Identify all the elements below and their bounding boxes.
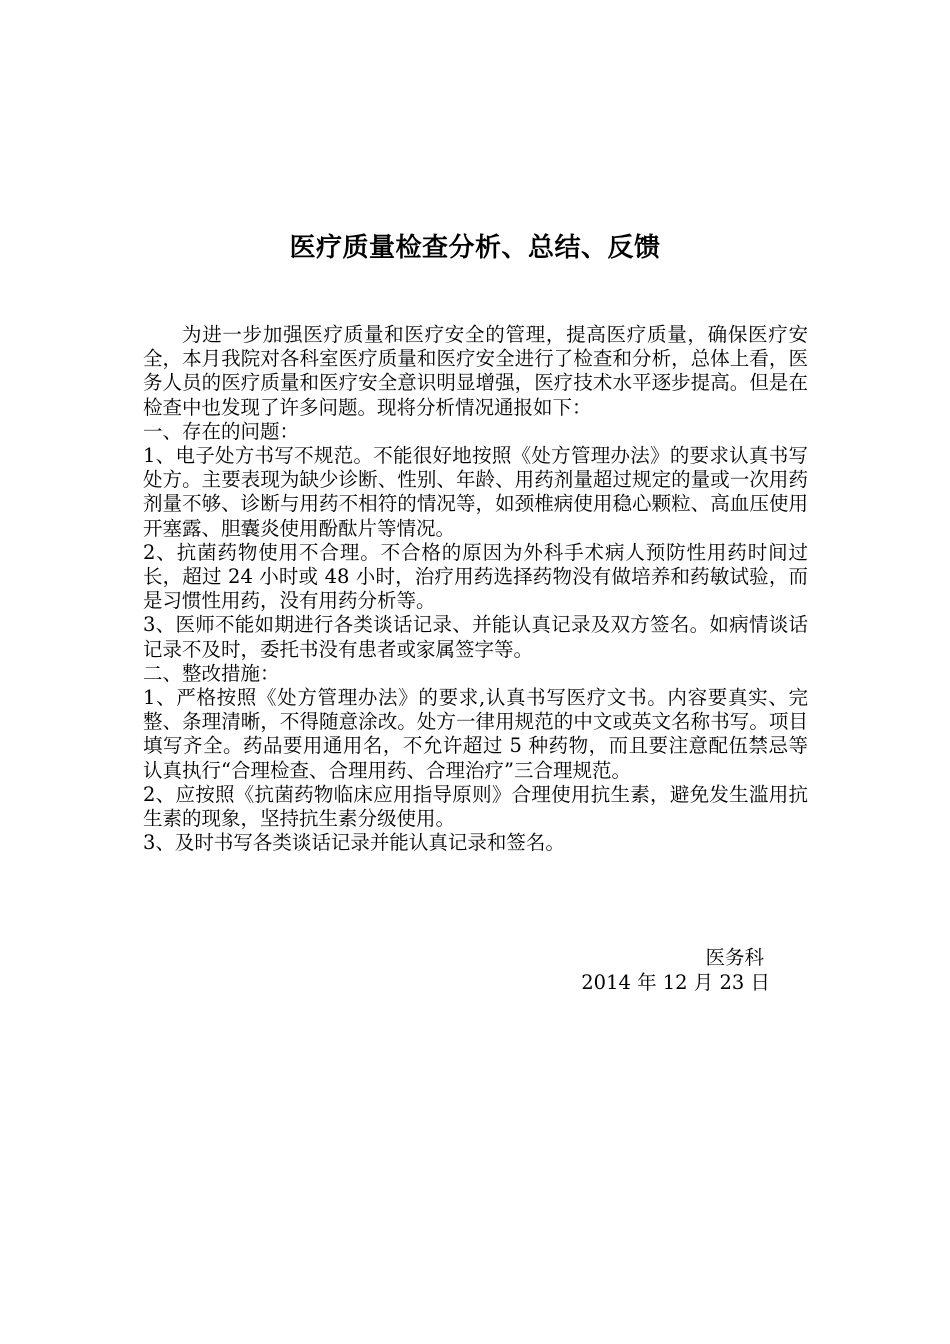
measure-item-2: 2、应按照《抗菌药物临床应用指导原则》合理使用抗生素，避免发生滥用抗生素的现象，坚持抗生素分级使用。 [143,782,808,831]
measure-item-3: 3、及时书写各类谈话记录并能认真记录和签名。 [143,831,565,855]
signature-department: 医务科 [705,946,764,969]
signature-block [581,946,770,995]
problem-item-3: 3、医师不能如期进行各类谈话记录、并能认真记录及双方签名。如病情谈话记录不及时，委托书没有患者或家属签字等。 [143,613,808,661]
problem-item-1: 1、电子处方书写不规范。不能很好地按照《处方管理办法》的要求认真书写处方。主要表现为缺少诊断、性别、年龄、用药剂量超过规定的量或一次用药剂量不够、诊断与用药不相符的情况等，如颈椎病使用稳心颗粒、高血压使用开塞露、胆囊炎使用酚酞片等情况。 [143,444,808,540]
problem-item-2: 2、抗菌药物使用不合理。不合格的原因为外科手术病人预防性用药时间过长，超过 24 小时或 48 小时，治疗用药选择药物没有做培养和药敏试验，而是习惯性用药，没有用药分析等。 [143,540,808,613]
section-heading-problems: 一、存在的问题： [143,419,300,443]
document-title: 医疗质量检查分析、总结、反馈 [289,233,661,263]
measure-item-1: 1、严格按照《处方管理办法》的要求,认真书写医疗文书。内容要真实、完整、条理清晰，不得随意涂改。处方一律用规范的中文或英文名称书写。项目填写齐全。药品要用通用名，不允许超过 5 种药物，而且要注意配伍禁忌等认真执行“合理检查、合理用药、合理治疗”三合理规范。 [143,686,808,782]
signature-date: 2014 年 12 月 23 日 [581,970,770,994]
section-heading-measures: 二、整改措施： [143,661,280,685]
document-body [143,323,808,855]
intro-paragraph: 为进一步加强医疗质量和医疗安全的管理，提高医疗质量，确保医疗安全，本月我院对各科室医疗质量和医疗安全进行了检查和分析，总体上看，医务人员的医疗质量和医疗安全意识明显增强，医疗技术水平逐步提高。但是在检查中也发现了许多问题。现将分析情况通报如下： [143,323,808,419]
